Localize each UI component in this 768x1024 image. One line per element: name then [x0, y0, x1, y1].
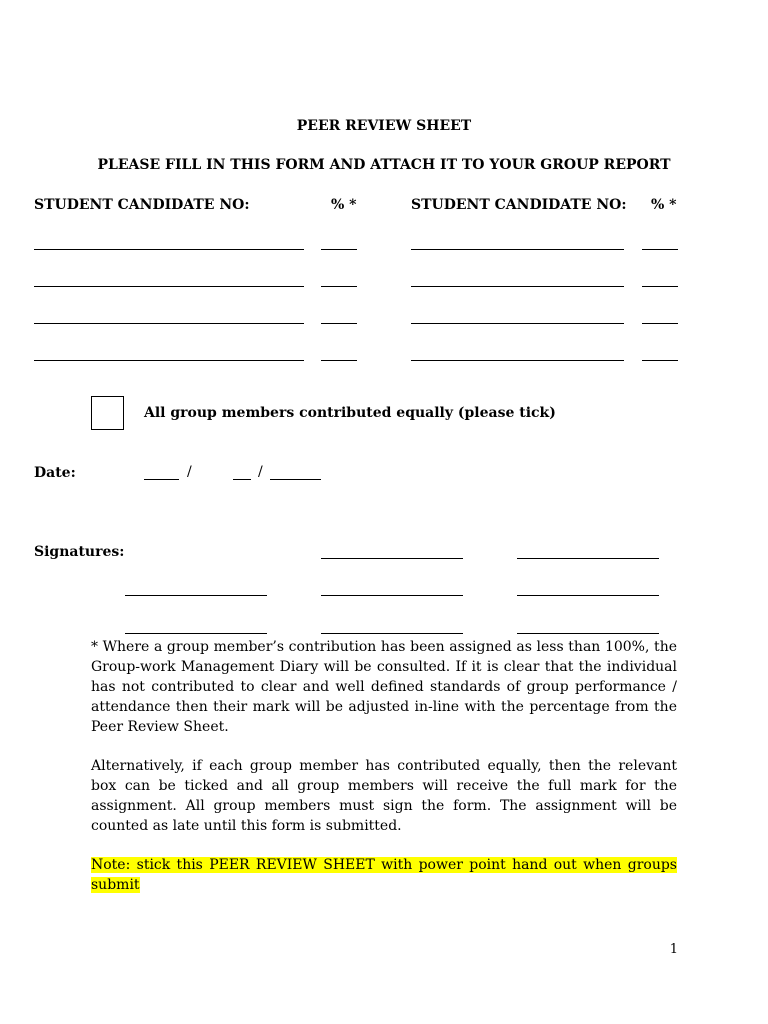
signature-field[interactable]: [125, 595, 267, 596]
date-separator: /: [187, 464, 192, 480]
date-label: Date:: [34, 465, 76, 481]
contribution-note-paragraph: * Where a group member’s contribution has been assigned as less than 100%, the Group-work Management Diary will be consulted. If it is clear that the individual has not contributed to clear and well defined standards of group performance / attendance then their mark will be adjusted in-line with the percentage from the Peer Review Sheet.: [91, 639, 677, 735]
date-year-field[interactable]: [270, 479, 321, 480]
signature-field[interactable]: [517, 633, 659, 634]
percent-field[interactable]: [642, 249, 678, 250]
percent-field[interactable]: [321, 323, 357, 324]
percent-field[interactable]: [321, 286, 357, 287]
percent-field[interactable]: [642, 360, 678, 361]
candidate-no-field[interactable]: [411, 323, 624, 324]
signature-field[interactable]: [517, 558, 659, 559]
candidate-no-field[interactable]: [411, 286, 624, 287]
signature-field[interactable]: [321, 558, 463, 559]
signatures-label: Signatures:: [34, 544, 125, 560]
percent-header-right: % *: [651, 197, 677, 213]
equal-contribution-note-paragraph: Alternatively, if each group member has contributed equally, then the relevant box can be ticked and all group members will receive the full mark for the assignment. All group members must sign the form. The assignment will be counted as late until this form is submitted.: [91, 758, 677, 834]
percent-field[interactable]: [642, 323, 678, 324]
signature-field[interactable]: [517, 595, 659, 596]
candidate-no-field[interactable]: [34, 249, 304, 250]
equal-contribution-checkbox[interactable]: [91, 396, 124, 430]
candidate-no-field[interactable]: [34, 360, 304, 361]
signature-field[interactable]: [321, 633, 463, 634]
signature-field[interactable]: [125, 633, 267, 634]
page-number: 1: [669, 942, 678, 957]
percent-field[interactable]: [642, 286, 678, 287]
date-separator: /: [258, 464, 263, 480]
date-month-field[interactable]: [233, 479, 251, 480]
candidate-no-field[interactable]: [34, 323, 304, 324]
signature-field[interactable]: [321, 595, 463, 596]
candidate-no-header-right: STUDENT CANDIDATE NO:: [411, 197, 627, 213]
percent-field[interactable]: [321, 360, 357, 361]
date-day-field[interactable]: [144, 479, 179, 480]
submission-note: [91, 855, 677, 895]
equal-contribution-label: All group members contributed equally (please tick): [144, 405, 556, 421]
highlighted-note-text: Note: stick this PEER REVIEW SHEET with power point hand out when groups submit: [91, 857, 677, 893]
percent-field[interactable]: [321, 249, 357, 250]
page-title: PEER REVIEW SHEET: [296, 118, 472, 134]
candidate-no-header-left: STUDENT CANDIDATE NO:: [34, 197, 250, 213]
candidate-no-field[interactable]: [411, 360, 624, 361]
candidate-no-field[interactable]: [34, 286, 304, 287]
percent-header-left: % *: [331, 197, 357, 213]
form-instruction: PLEASE FILL IN THIS FORM AND ATTACH IT TO YOUR GROUP REPORT: [97, 157, 671, 173]
candidate-no-field[interactable]: [411, 249, 624, 250]
